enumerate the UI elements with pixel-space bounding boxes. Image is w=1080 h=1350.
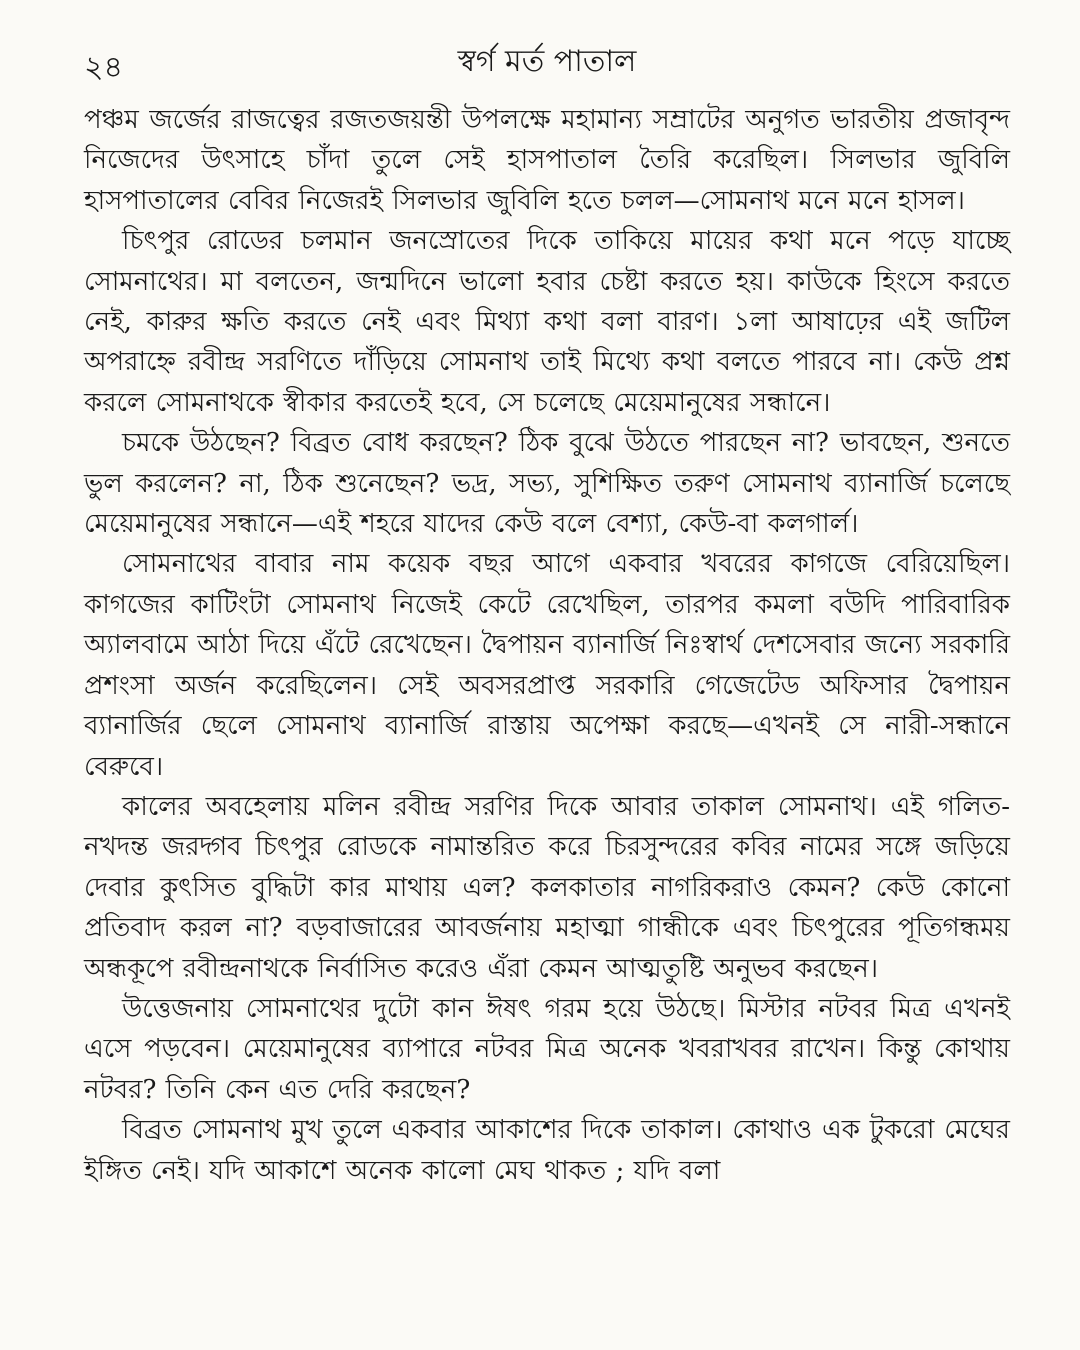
body-text — [84, 100, 1010, 1191]
paragraph-2: চিৎপুর রোডের চলমান জনস্রোতের দিকে তাকিয়ে মায়ের কথা মনে পড়ে যাচ্ছে সোমনাথের। মা বলতেন, জন্মদিনে ভালো হবার চেষ্টা করতে হয়। কাউকে হিংসে করতে নেই, কারুর ক্ষতি করতে নেই এবং মিথ্যা কথা বলা বারণ। ১লা আষাঢ়ের এই জটিল অপরাহ্নে রবীন্দ্র সরণিতে দাঁড়িয়ে সোমনাথ তাই মিথ্যে কথা বলতে পারবে না। কেউ প্রশ্ন করলে সোমনাথকে স্বীকার করতেই হবে, সে চলেছে মেয়েমানুষের সন্ধানে। — [84, 226, 1010, 418]
paragraph-5: কালের অবহেলায় মলিন রবীন্দ্র সরণির দিকে আবার তাকাল সোমনাথ। এই গলিত-নখদন্ত জরদ্গব চিৎপুর রোডকে নামান্তরিত করে চিরসুন্দরের কবির নামের সঙ্গে জড়িয়ে দেবার কুৎসিত বুদ্ধিটা কার মাথায় এল? কলকাতার নাগরিকরাও কেমন? কেউ কোনো প্রতিবাদ করল না? বড়বাজারের আবর্জনায় মহাত্মা গান্ধীকে এবং চিৎপুরের পূতিগন্ধময় অন্ধকূপে রবীন্দ্রনাথকে নির্বাসিত করেও এঁরা কেমন আত্মতুষ্টি অনুভব করছেন। — [84, 791, 1010, 984]
page-number: ২৪ — [84, 50, 123, 85]
paragraph-7: বিব্রত সোমনাথ মুখ তুলে একবার আকাশের দিকে তাকাল। কোথাও এক টুকরো মেঘের ইঙ্গিত নেই। যদি আকাশে অনেক কালো মেঘ থাকত ; যদি বলা — [84, 1115, 1010, 1186]
running-header — [84, 42, 1010, 100]
paragraph-1: পঞ্চম জর্জের রাজত্বের রজতজয়ন্তী উপলক্ষে মহামান্য সম্রাটের অনুগত ভারতীয় প্রজাবৃন্দ নিজেদের উৎসাহে চাঁদা তুলে সেই হাসপাতাল তৈরি করেছিল। সিলভার জুবিলি হাসপাতালের বেবির নিজেরই সিলভার জুবিলি হতে চলল—সোমনাথ মনে মনে হাসল। — [84, 105, 1010, 216]
paragraph-6: উত্তেজনায় সোমনাথের দুটো কান ঈষৎ গরম হয়ে উঠছে। মিস্টার নটবর মিত্র এখনই এসে পড়বেন। মেয়েমানুষের ব্যাপারে নটবর মিত্র অনেক খবরাখবর রাখেন। কিন্তু কোথায় নটবর? তিনি কেন এত দেরি করছেন? — [84, 993, 1010, 1105]
book-title: স্বর্গ মর্ত পাতাল — [457, 44, 637, 79]
paragraph-3: চমকে উঠছেন? বিব্রত বোধ করছেন? ঠিক বুঝে উঠতে পারছেন না? ভাবছেন, শুনতে ভুল করলেন? না, ঠিক শুনেছেন? ভদ্র, সভ্য, সুশিক্ষিত তরুণ সোমনাথ ব্যানার্জি চলেছে মেয়েমানুষের সন্ধানে—এই শহরে যাদের কেউ বলে বেশ্যা, কেউ-বা কলগার্ল। — [84, 428, 1010, 540]
paragraph-4: সোমনাথের বাবার নাম কয়েক বছর আগে একবার খবরের কাগজে বেরিয়েছিল। কাগজের কাটিংটা সোমনাথ নিজেই কেটে রেখেছিল, তারপর কমলা বউদি পারিবারিক অ্যালবামে আঠা দিয়ে এঁটে রেখেছেন। দ্বৈপায়ন ব্যানার্জি নিঃস্বার্থ দেশসেবার জন্যে সরকারি প্রশংসা অর্জন করেছিলেন। সেই অবসরপ্রাপ্ত সরকারি গেজেটেড অফিসার দ্বৈপায়ন ব্যানার্জির ছেলে সোমনাথ ব্যানার্জি রাস্তায় অপেক্ষা করছে—এখনই সে নারী-সন্ধানে বেরুবে। — [84, 549, 1010, 782]
